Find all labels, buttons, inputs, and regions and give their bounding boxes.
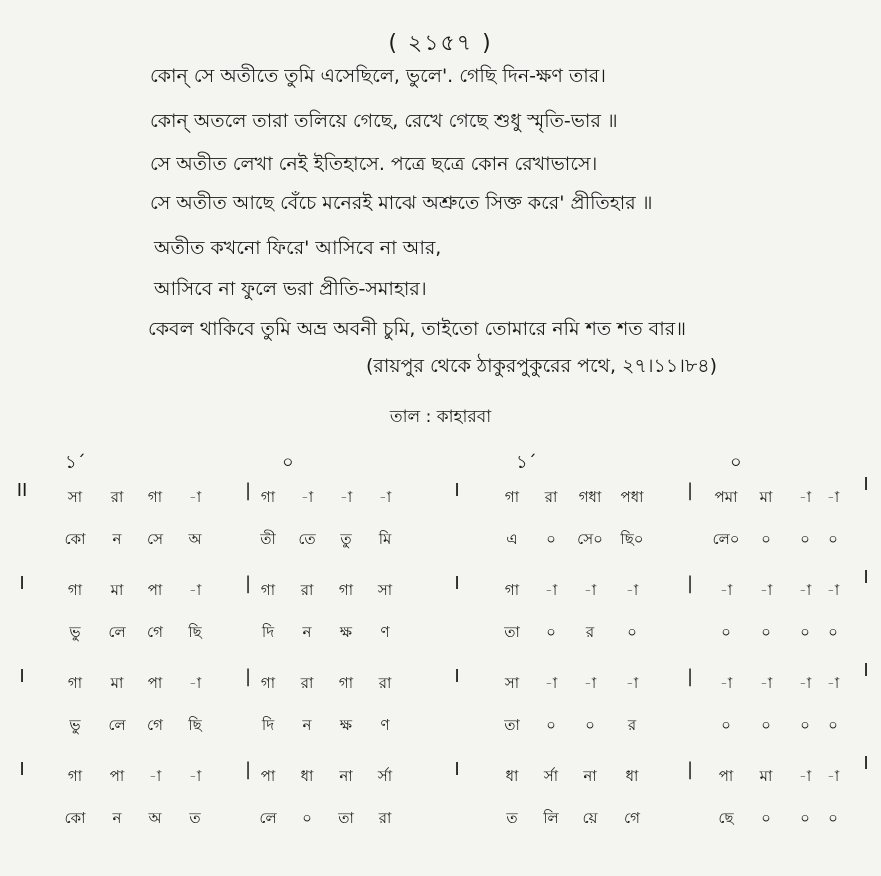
bani-cell: ছে bbox=[718, 809, 734, 827]
swara-cell: -া bbox=[188, 488, 202, 506]
bani-cell: তা bbox=[504, 716, 520, 734]
bar-line: I bbox=[863, 660, 869, 681]
bani-cell: ০ bbox=[800, 623, 810, 641]
swara-cell: -া bbox=[798, 488, 812, 506]
swara-cell: পা bbox=[147, 674, 163, 692]
source-note: (রায়পুর থেকে ঠাকুরপুকুরের পথে, ২৭।১১।৮৪) bbox=[366, 355, 718, 377]
bani-cell: কো bbox=[64, 530, 86, 548]
swara-cell: -া bbox=[798, 767, 812, 785]
start-bar: I bbox=[19, 666, 25, 687]
swara-cell: -া bbox=[300, 488, 314, 506]
bani-cell: মি bbox=[378, 530, 392, 548]
bani-cell: ০ bbox=[828, 716, 838, 734]
bani-cell: লে০ bbox=[712, 530, 740, 548]
bani-cell: ক্ষ bbox=[339, 716, 353, 734]
notation-row bbox=[0, 567, 881, 641]
bani-cell: ০ bbox=[302, 809, 312, 827]
swara-cell: গা bbox=[260, 674, 276, 692]
bani-cell: ত bbox=[506, 809, 518, 827]
bani-cell: তা bbox=[338, 809, 354, 827]
start-bar: I bbox=[19, 759, 25, 780]
bani-cell: গে bbox=[147, 623, 163, 641]
bani-cell: গে bbox=[147, 716, 163, 734]
bani-cell: ০ bbox=[761, 623, 771, 641]
swara-cell: গা bbox=[504, 581, 520, 599]
swara-cell: পা bbox=[718, 767, 734, 785]
bani-cell: ০ bbox=[546, 716, 556, 734]
bani-cell: গে bbox=[624, 809, 640, 827]
bar-line: | bbox=[686, 480, 694, 501]
swara-cell: র্সা bbox=[543, 767, 559, 785]
bar-line: I bbox=[863, 567, 869, 588]
bani-cell: সে bbox=[147, 530, 163, 548]
beat-mark: ০ bbox=[730, 452, 742, 473]
bani-cell: লে bbox=[108, 716, 126, 734]
swara-cell: পা bbox=[260, 767, 276, 785]
bani-cell: সে০ bbox=[577, 530, 603, 548]
bani-cell: ০ bbox=[546, 623, 556, 641]
bar-line: | bbox=[244, 480, 252, 501]
bani-cell: ণ bbox=[380, 623, 390, 641]
bani-cell: ০ bbox=[828, 623, 838, 641]
swara-cell: রা bbox=[300, 581, 314, 599]
start-bar: I bbox=[19, 573, 25, 594]
swara-cell: ধা bbox=[300, 767, 314, 785]
swara-cell: না bbox=[583, 767, 597, 785]
bani-cell: ০ bbox=[761, 809, 771, 827]
bar-line: I bbox=[454, 480, 460, 501]
swara-cell: সা bbox=[504, 674, 520, 692]
swara-cell: -া bbox=[188, 767, 202, 785]
bani-cell: ০ bbox=[721, 623, 731, 641]
bani-cell: অ bbox=[148, 809, 162, 827]
bar-line: I bbox=[454, 666, 460, 687]
bani-cell: ছি bbox=[188, 716, 202, 734]
swara-cell: -া bbox=[625, 674, 639, 692]
notation-row bbox=[0, 753, 881, 827]
bar-line: I bbox=[454, 573, 460, 594]
bar-line: | bbox=[244, 759, 252, 780]
swara-cell: -া bbox=[544, 674, 558, 692]
swara-cell: গা bbox=[147, 488, 163, 506]
swara-cell: গা bbox=[338, 674, 354, 692]
bani-cell: ন bbox=[112, 530, 122, 548]
beat-mark: ১´ bbox=[516, 452, 537, 473]
song-number: ( ২১৫৭ ) bbox=[388, 31, 493, 56]
swara-cell: -া bbox=[148, 767, 162, 785]
swara-cell: মা bbox=[110, 674, 124, 692]
beat-mark: ১´ bbox=[65, 452, 86, 473]
verse-line: অতীত কখনো ফিরে' আসিবে না আর, bbox=[154, 237, 442, 259]
swara-cell: -া bbox=[188, 674, 202, 692]
bar-line: | bbox=[686, 666, 694, 687]
bani-cell: এ bbox=[506, 530, 518, 548]
bani-cell: তু bbox=[340, 530, 352, 548]
verse-line: কেবল থাকিবে তুমি অভ্র অবনী চুমি, তাইতো তোমারে নমি শত শত বার॥ bbox=[148, 318, 686, 340]
bani-cell: তী bbox=[260, 530, 276, 548]
swara-cell: -া bbox=[583, 674, 597, 692]
bani-cell: লে bbox=[108, 623, 126, 641]
bani-cell: ০ bbox=[761, 530, 771, 548]
bani-cell: ন bbox=[302, 716, 312, 734]
swara-cell: গা bbox=[67, 581, 83, 599]
swara-cell: পমা bbox=[714, 488, 738, 506]
swara-cell: -া bbox=[719, 674, 733, 692]
swara-cell: রা bbox=[300, 674, 314, 692]
bani-cell: ন bbox=[302, 623, 312, 641]
bani-cell: ০ bbox=[800, 530, 810, 548]
bani-cell: ০ bbox=[800, 716, 810, 734]
verse-line: সে অতীত লেখা নেই ইতিহাসে. পত্রে ছত্রে কোন রেখাভাসে। bbox=[150, 153, 598, 175]
bani-cell: ণ bbox=[380, 716, 390, 734]
swara-cell: পা bbox=[147, 581, 163, 599]
notation-grid bbox=[0, 474, 881, 876]
swara-cell: গধা bbox=[578, 488, 602, 506]
swara-cell: -া bbox=[583, 581, 597, 599]
swara-cell: গা bbox=[260, 488, 276, 506]
bani-cell: ০ bbox=[800, 809, 810, 827]
swara-cell: রা bbox=[378, 674, 392, 692]
bani-cell: ০ bbox=[585, 716, 595, 734]
beat-mark: ০ bbox=[282, 452, 294, 473]
bani-cell: লি bbox=[543, 809, 559, 827]
swara-cell: ধা bbox=[625, 767, 639, 785]
bani-cell: ন bbox=[112, 809, 122, 827]
verse-line: কোন্ সে অতীতে তুমি এসেছিলে, ভুলে'. গেছি দিন-ক্ষণ তার। bbox=[150, 65, 606, 87]
swara-cell: ধা bbox=[505, 767, 519, 785]
bani-cell: অ bbox=[188, 530, 202, 548]
verse-line: কোন্ অতলে তারা তলিয়ে গেছে, রেখে গেছে শুধু স্মৃতি-ভার ॥ bbox=[150, 110, 618, 132]
swara-cell: -া bbox=[826, 581, 840, 599]
swara-cell: -া bbox=[798, 674, 812, 692]
notation-row bbox=[0, 474, 881, 548]
bani-cell: ভু bbox=[69, 623, 81, 641]
swara-cell: রা bbox=[110, 488, 124, 506]
bar-line: | bbox=[686, 759, 694, 780]
bar-line: | bbox=[244, 666, 252, 687]
bani-cell: ছি bbox=[188, 623, 202, 641]
swara-cell: পা bbox=[109, 767, 125, 785]
swara-cell: -া bbox=[339, 488, 353, 506]
taal-heading: তাল : কাহারবা bbox=[389, 407, 492, 427]
swara-cell: র্সা bbox=[377, 767, 393, 785]
swara-cell: সা bbox=[377, 581, 393, 599]
swara-cell: না bbox=[339, 767, 353, 785]
bani-cell: ০ bbox=[627, 623, 637, 641]
bar-line: | bbox=[244, 573, 252, 594]
bani-cell: ভু bbox=[69, 716, 81, 734]
swara-cell: গা bbox=[67, 767, 83, 785]
verse-line: সে অতীত আছে বেঁচে মনেরই মাঝে অশ্রুতে সিক্ত করে' প্রীতিহার ॥ bbox=[150, 192, 653, 214]
verse-line: আসিবে না ফুলে ভরা প্রীতি-সমাহার। bbox=[154, 278, 427, 300]
bani-cell: ০ bbox=[828, 530, 838, 548]
bar-line: I bbox=[863, 474, 869, 495]
bani-cell: ক্ষ bbox=[339, 623, 353, 641]
bar-line: | bbox=[686, 573, 694, 594]
swara-cell: -া bbox=[826, 488, 840, 506]
bani-cell: র bbox=[585, 623, 595, 641]
swara-cell: -া bbox=[378, 488, 392, 506]
bani-cell: দি bbox=[261, 716, 275, 734]
swara-cell: -া bbox=[719, 581, 733, 599]
swara-cell: -া bbox=[544, 581, 558, 599]
bani-cell: তে bbox=[298, 530, 316, 548]
bani-cell: দি bbox=[261, 623, 275, 641]
bar-line: I bbox=[863, 753, 869, 774]
bani-cell: রা bbox=[378, 809, 392, 827]
bani-cell: কো bbox=[64, 809, 86, 827]
swara-cell: গা bbox=[67, 674, 83, 692]
bani-cell: য়ে bbox=[582, 809, 598, 827]
swara-cell: -া bbox=[625, 581, 639, 599]
swara-cell: সা bbox=[67, 488, 83, 506]
swara-cell: -া bbox=[188, 581, 202, 599]
swara-cell: মা bbox=[110, 581, 124, 599]
bani-cell: ০ bbox=[828, 809, 838, 827]
bani-cell: ০ bbox=[721, 716, 731, 734]
start-bar: II bbox=[16, 480, 28, 501]
bani-cell: ০ bbox=[761, 716, 771, 734]
bani-cell: ছি০ bbox=[620, 530, 644, 548]
swara-cell: গা bbox=[504, 488, 520, 506]
swara-cell: -া bbox=[759, 674, 773, 692]
swara-cell: গা bbox=[338, 581, 354, 599]
swara-cell: মা bbox=[759, 767, 773, 785]
swara-cell: গা bbox=[260, 581, 276, 599]
swara-cell: -া bbox=[798, 581, 812, 599]
swara-cell: -া bbox=[826, 767, 840, 785]
bani-cell: ০ bbox=[546, 530, 556, 548]
swara-cell: -া bbox=[759, 581, 773, 599]
swara-cell: রা bbox=[544, 488, 558, 506]
swara-cell: -া bbox=[826, 674, 840, 692]
bar-line: I bbox=[454, 759, 460, 780]
bani-cell: ত bbox=[189, 809, 201, 827]
notation-row bbox=[0, 660, 881, 734]
bani-cell: লে bbox=[259, 809, 277, 827]
swara-cell: পধা bbox=[620, 488, 644, 506]
bani-cell: র bbox=[627, 716, 637, 734]
swara-cell: মা bbox=[759, 488, 773, 506]
bani-cell: তা bbox=[504, 623, 520, 641]
